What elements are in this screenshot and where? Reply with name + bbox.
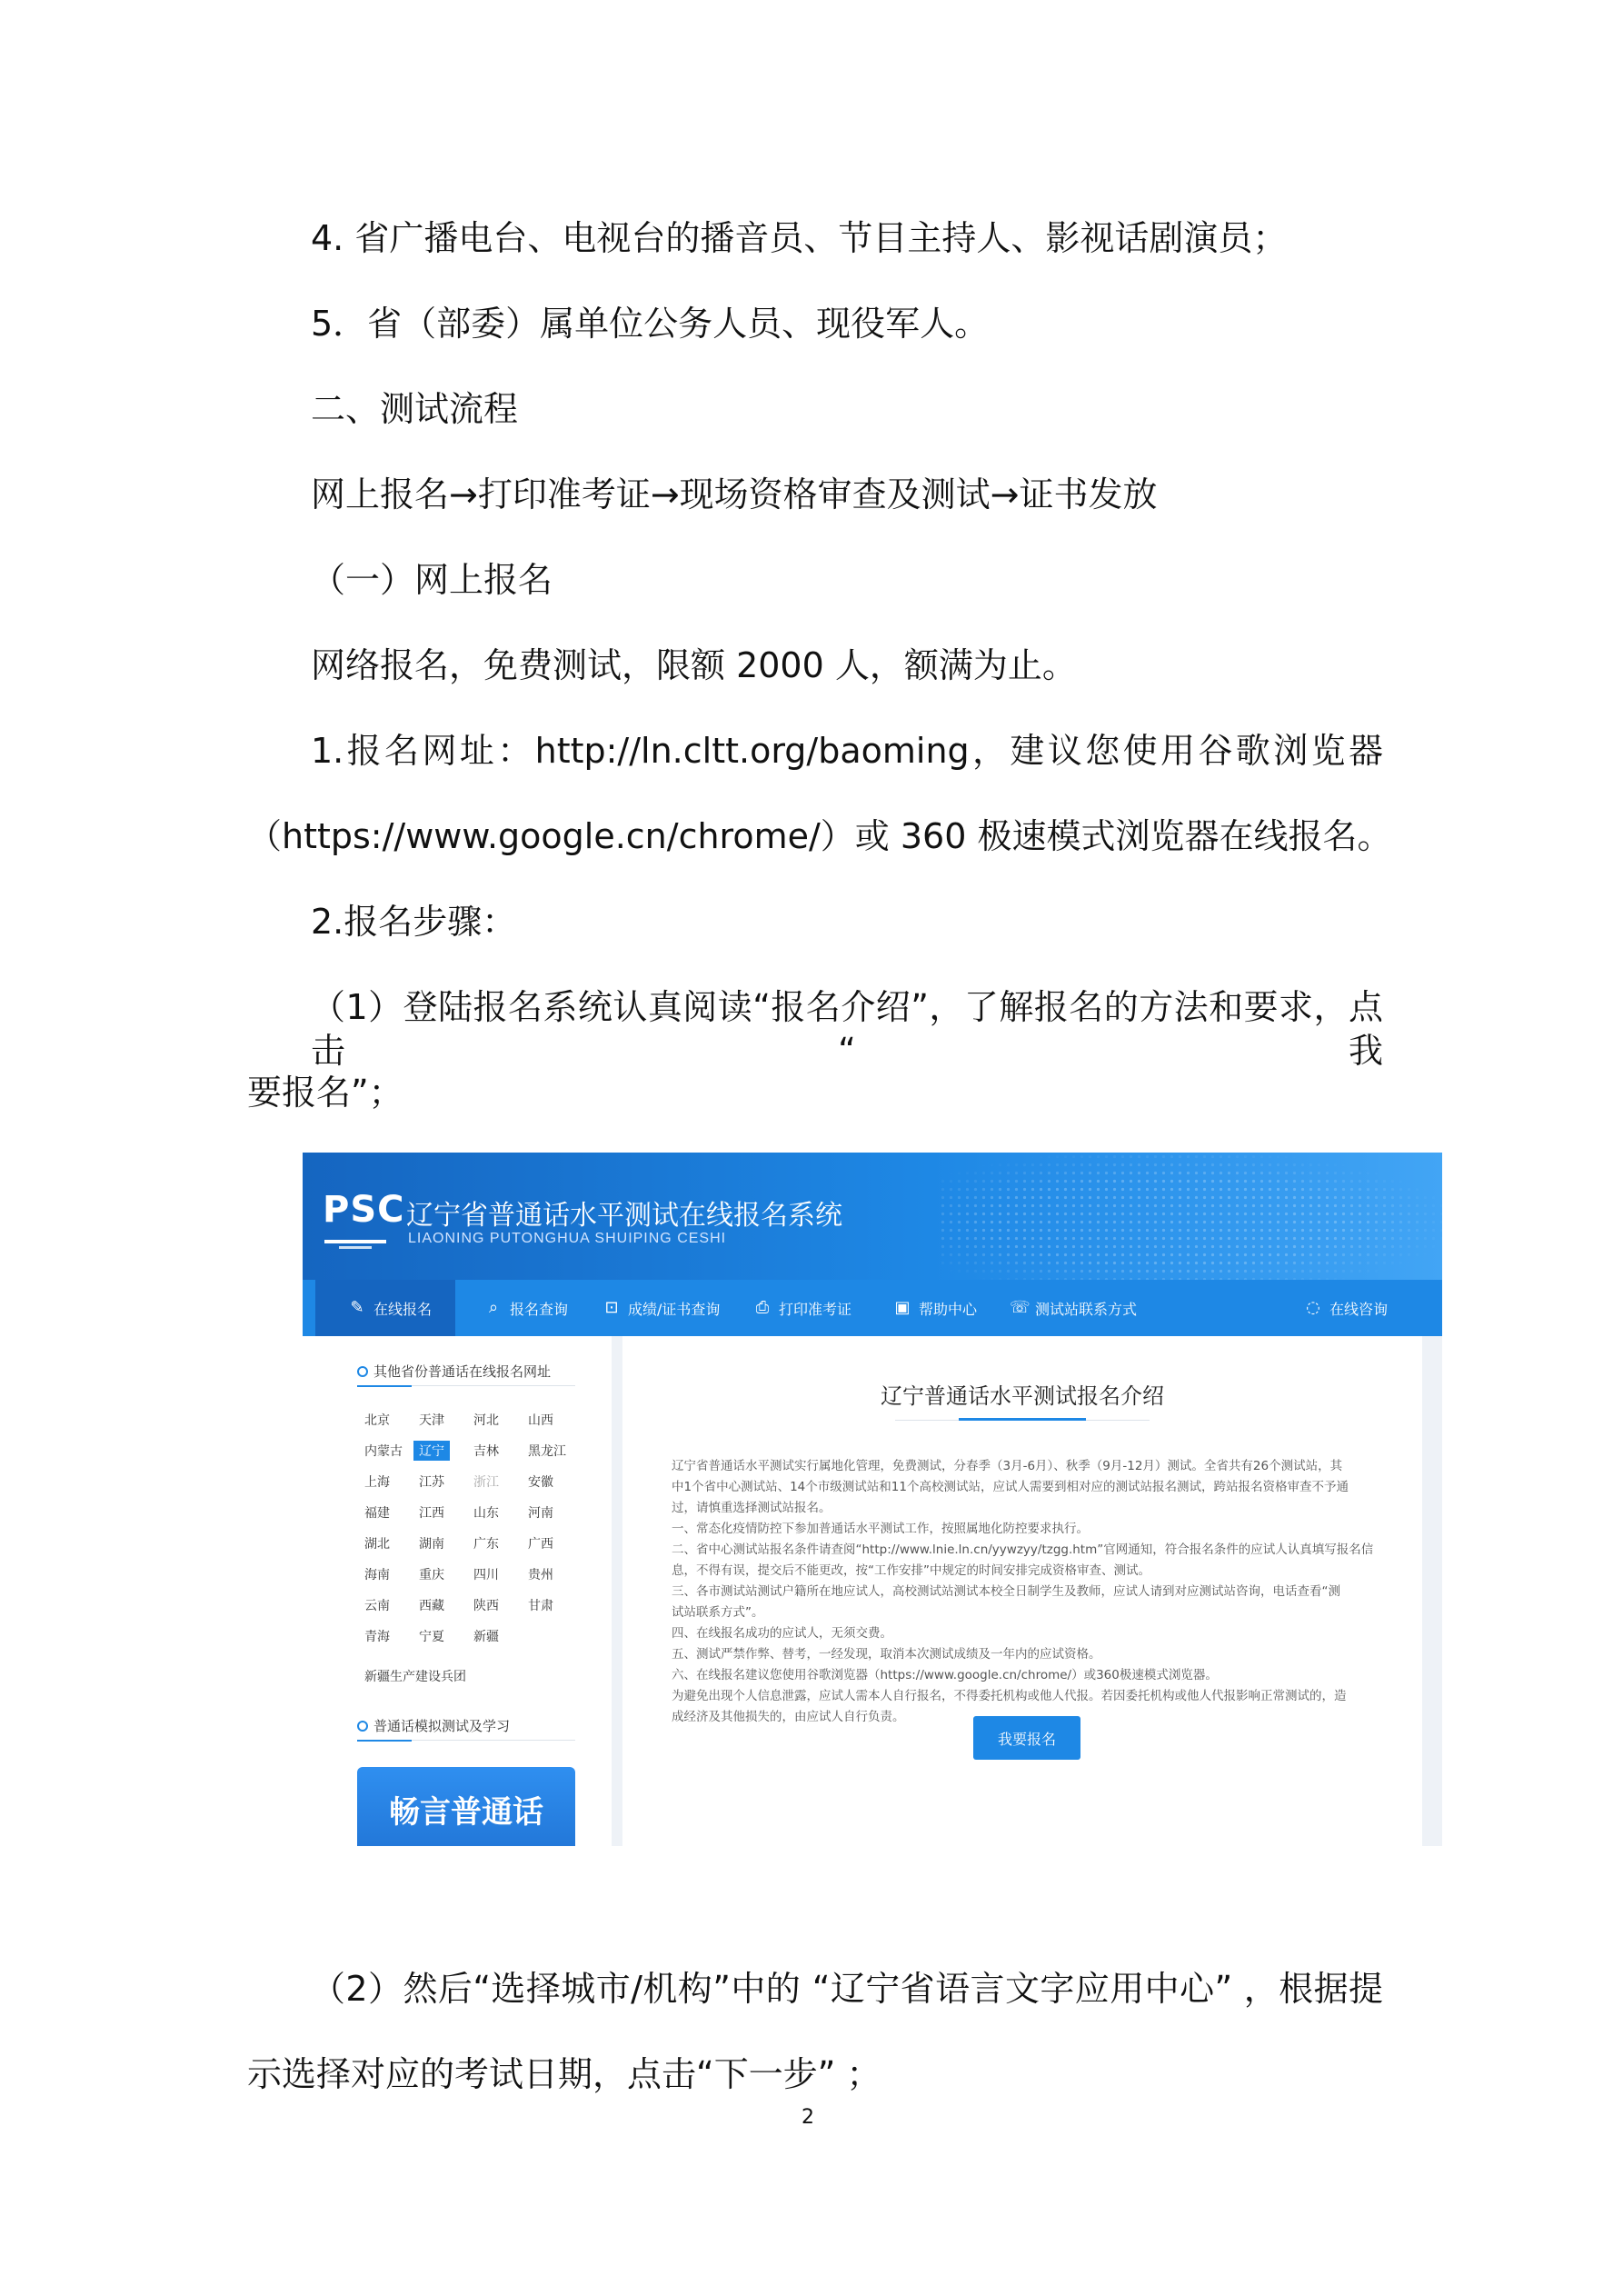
doc-line-2: 5．省（部委）属单位公务人员、现役军人。 <box>311 304 990 344</box>
help-icon: ▣ <box>894 1298 911 1317</box>
province-link[interactable]: 上海 <box>364 1475 390 1490</box>
nav-item-print-admission[interactable] <box>753 1280 851 1336</box>
province-link[interactable]: 河南 <box>528 1506 553 1521</box>
signup-system-screenshot <box>303 1153 1442 1846</box>
doc-line-9: 2.报名步骤： <box>311 902 517 942</box>
section-divider <box>357 1385 575 1386</box>
intro-line: 息，不得有误，提交后不能更改，按“工作安排”中规定的时间安排完成资格审查、测试。 <box>672 1563 1150 1578</box>
section-divider <box>357 1740 575 1741</box>
search-icon: ⌕ <box>488 1298 499 1317</box>
sidebar-section-other-provinces <box>357 1362 551 1381</box>
certificate-search-icon: ⊡ <box>604 1298 619 1317</box>
nav-label: 测试站联系方式 <box>1035 1300 1138 1318</box>
doc-line-10: （1）登陆报名系统认真阅读“报名介绍”，了解报名的方法和要求，点击“我 <box>311 987 1383 1071</box>
intro-line: 过，请慎重选择测试站报名。 <box>672 1501 831 1515</box>
intro-line: 一、常态化疫情防控下参加普通话水平测试工作，按照属地化防控要求执行。 <box>672 1522 1089 1536</box>
nav-item-signup-query[interactable] <box>484 1280 568 1336</box>
doc-line-12: （2）然后“选择城市/机构”中的 “辽宁省语言文字应用中心” ，根据提 <box>311 1969 1383 2009</box>
section-title: 普通话模拟测试及学习 <box>373 1718 511 1734</box>
province-link[interactable]: 安徽 <box>528 1475 553 1490</box>
nav-label: 报名查询 <box>510 1300 569 1318</box>
header-banner <box>303 1153 1442 1280</box>
province-link[interactable]: 浙江 <box>473 1475 499 1490</box>
province-link-corps[interactable]: 新疆生产建设兵团 <box>364 1670 466 1684</box>
province-link[interactable]: 北京 <box>364 1413 390 1428</box>
province-link[interactable]: 山东 <box>473 1506 499 1521</box>
doc-line-8: （https://www.google.cn/chrome/）或 360 极速模式浏览器在线报名。 <box>247 816 1392 856</box>
system-title: 辽宁省普通话水平测试在线报名系统 <box>406 1200 842 1232</box>
doc-line-1: 4. 省广播电台、电视台的播音员、节目主持人、影视话剧演员； <box>311 218 1288 258</box>
nav-label: 在线咨询 <box>1329 1300 1389 1318</box>
world-map-pattern <box>939 1153 1442 1280</box>
intro-line: 为避免出现个人信息泄露，应试人需本人自行报名，不得委托机构或他人代报。若因委托机构或他人代报影响正常测试的，造 <box>672 1689 1347 1703</box>
nav-label: 成绩/证书查询 <box>628 1300 721 1318</box>
province-link[interactable]: 海南 <box>364 1568 390 1582</box>
province-link[interactable]: 云南 <box>364 1599 390 1613</box>
intro-line: 二、省中心测试站报名条件请查阅“http://www.lnie.ln.cn/yywzyy/tzgg.htm”官网通知，符合报名条件的应试人认真填写报名信 <box>672 1542 1374 1557</box>
province-link[interactable]: 山西 <box>528 1413 553 1428</box>
doc-subheading-online-signup: （一）网上报名 <box>311 560 553 600</box>
intro-title: 辽宁普通话水平测试报名介绍 <box>881 1383 1164 1409</box>
province-link[interactable]: 广东 <box>473 1537 499 1552</box>
logo-underline-short <box>339 1246 372 1249</box>
province-link[interactable]: 江西 <box>419 1506 444 1521</box>
intro-body <box>672 1456 1389 1728</box>
province-link[interactable]: 西藏 <box>419 1599 444 1613</box>
intro-title-accent <box>959 1418 1086 1421</box>
chat-icon: ◌ <box>1306 1298 1320 1317</box>
province-link[interactable]: 天津 <box>419 1413 444 1428</box>
system-subtitle: LIAONING PUTONGHUA SHUIPING CESHI <box>408 1231 727 1246</box>
nav-item-help-center[interactable] <box>893 1280 977 1336</box>
nav-item-online-consult[interactable] <box>1304 1280 1388 1336</box>
intro-line: 五、测试严禁作弊、替考，一经发现，取消本次测试成绩及一年内的应试资格。 <box>672 1647 1101 1662</box>
intro-line: 试站联系方式”。 <box>672 1605 764 1620</box>
province-link[interactable]: 贵州 <box>528 1568 553 1582</box>
province-link[interactable]: 广西 <box>528 1537 553 1552</box>
intro-line: 成经济及其他损失的，由应试人自行负责。 <box>672 1710 905 1724</box>
province-link[interactable]: 宁夏 <box>419 1630 444 1644</box>
changyan-promo-banner[interactable]: 畅言普通话 <box>357 1767 575 1846</box>
province-link[interactable]: 湖北 <box>364 1537 390 1552</box>
intro-line: 六、在线报名建议您使用谷歌浏览器（https://www.google.cn/chrome/）或360极速模式浏览器。 <box>672 1668 1218 1682</box>
province-link[interactable]: 江苏 <box>419 1475 444 1490</box>
doc-heading-test-process: 二、测试流程 <box>311 389 519 429</box>
section-title: 其他省份普通话在线报名网址 <box>373 1363 552 1380</box>
province-link[interactable]: 福建 <box>364 1506 390 1521</box>
doc-line-4: 网上报名→打印准考证→现场资格审查及测试→证书发放 <box>311 474 1158 514</box>
province-link[interactable]: 黑龙江 <box>528 1444 566 1459</box>
doc-line-13: 示选择对应的考试日期，点击“下一步” ； <box>247 2054 881 2094</box>
signup-button[interactable]: 我要报名 <box>973 1716 1080 1760</box>
logo-underline <box>324 1240 386 1243</box>
edit-icon: ✎ <box>350 1298 364 1317</box>
main-nav <box>303 1280 1442 1336</box>
province-link[interactable]: 四川 <box>473 1568 499 1582</box>
province-link[interactable]: 新疆 <box>473 1630 499 1644</box>
doc-line-6: 网络报名，免费测试，限额 2000 人，额满为止。 <box>311 645 1077 685</box>
nav-label: 打印准考证 <box>779 1300 852 1318</box>
nav-item-score-query[interactable] <box>602 1280 720 1336</box>
printer-icon: ⎙ <box>755 1298 770 1317</box>
intro-panel <box>622 1336 1422 1846</box>
sidebar-section-mock-test <box>357 1716 510 1735</box>
province-link[interactable]: 内蒙古 <box>364 1444 403 1459</box>
province-link[interactable]: 湖南 <box>419 1537 444 1552</box>
psc-logo: PSC <box>323 1189 405 1231</box>
intro-line: 辽宁省普通话水平测试实行属地化管理，免费测试，分春季（3月-6月）、秋季（9月-12月）测试。全省共有26个测试站，其 <box>672 1459 1343 1473</box>
nav-label: 在线报名 <box>373 1300 433 1318</box>
intro-line: 四、在线报名成功的应试人，无须交费。 <box>672 1626 892 1641</box>
doc-line-11: 要报名”； <box>247 1073 403 1113</box>
contact-icon: ☏ <box>1010 1298 1031 1317</box>
nav-label: 帮助中心 <box>919 1300 978 1318</box>
province-link[interactable]: 甘肃 <box>528 1599 553 1613</box>
doc-line-7: 1.报名网址：http://ln.cltt.org/baoming，建议您使用谷歌浏览器 <box>311 731 1383 771</box>
circle-icon <box>357 1721 368 1732</box>
page-number: 2 <box>802 2106 814 2129</box>
province-link[interactable]: 青海 <box>364 1630 390 1644</box>
province-link-selected[interactable]: 辽宁 <box>413 1441 450 1461</box>
province-link[interactable]: 河北 <box>473 1413 499 1428</box>
nav-item-online-signup[interactable] <box>315 1280 455 1336</box>
circle-icon <box>357 1366 368 1377</box>
intro-line: 中1个省中心测试站、14个市级测试站和11个高校测试站，应试人需要到相对应的测试站报名测试，跨站报名资格审查不予通 <box>672 1480 1349 1494</box>
province-link[interactable]: 重庆 <box>419 1568 444 1582</box>
province-link[interactable]: 陕西 <box>473 1599 499 1613</box>
nav-item-contact[interactable] <box>1010 1280 1137 1336</box>
intro-line: 三、各市测试站测试户籍所在地应试人，高校测试站测试本校全日制学生及教师，应试人请到对应测试站咨询，电话查看“测 <box>672 1584 1340 1599</box>
province-link[interactable]: 吉林 <box>473 1444 499 1459</box>
